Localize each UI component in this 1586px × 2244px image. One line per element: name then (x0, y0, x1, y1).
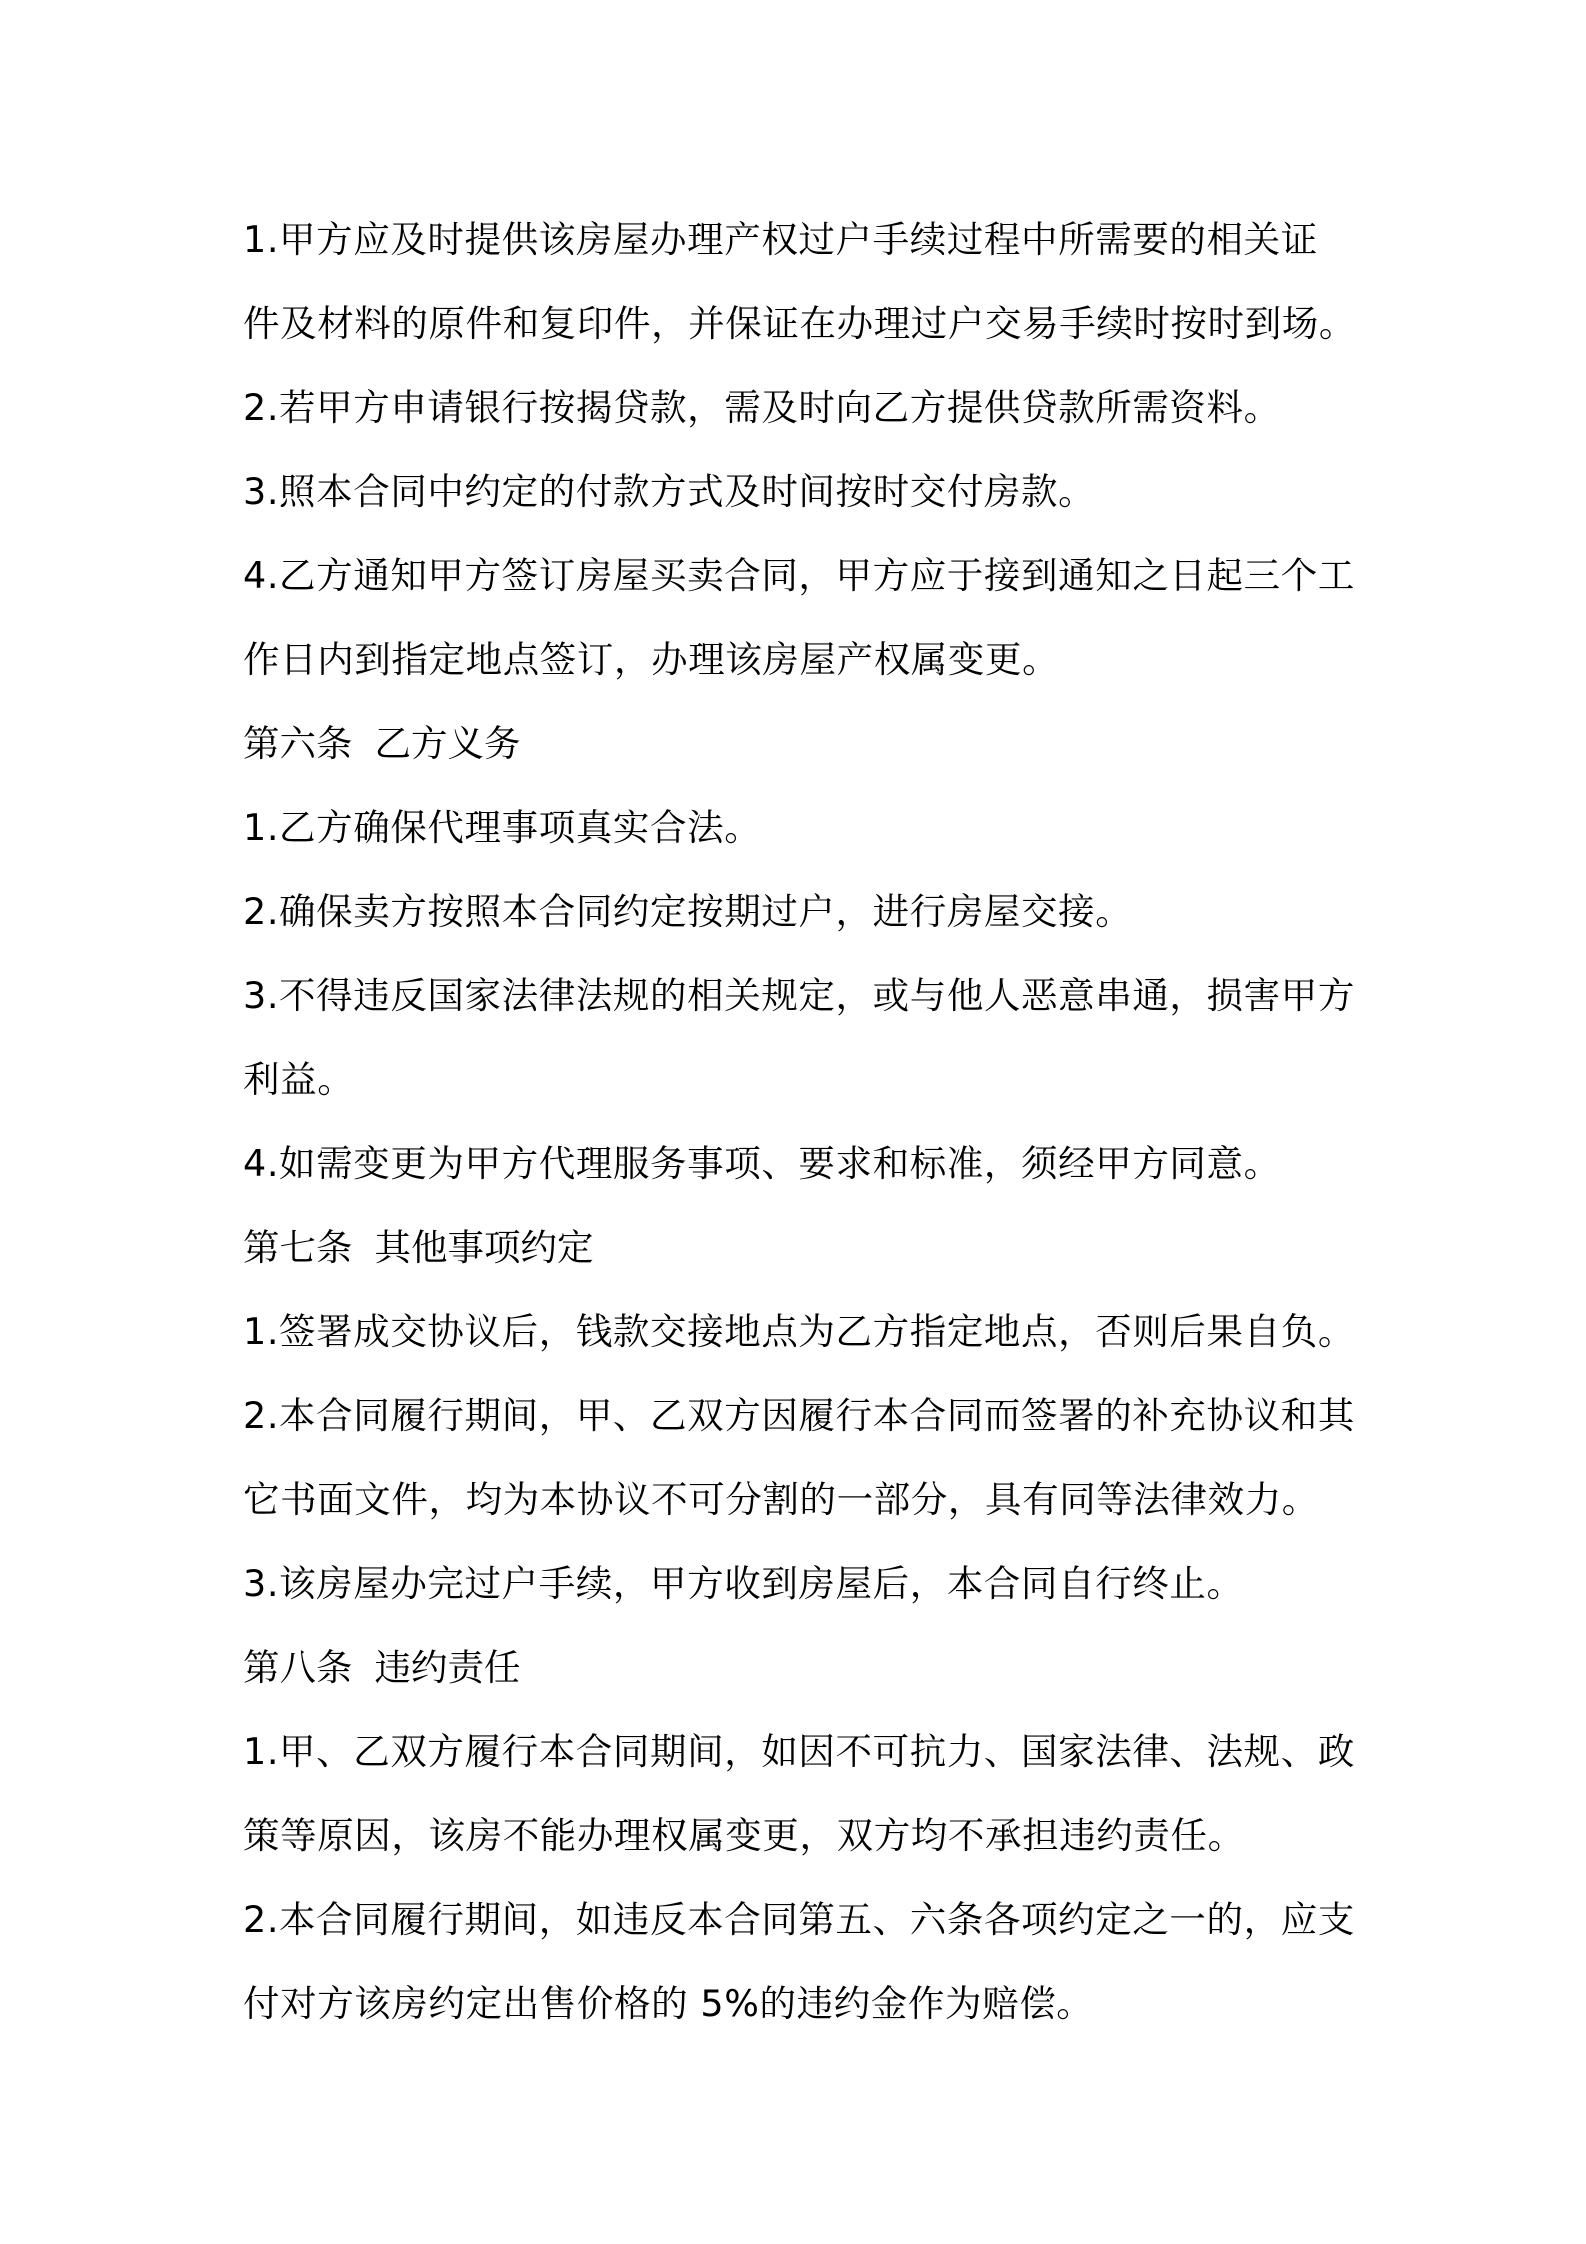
text-line: 2.本合同履行期间，如违反本合同第五、六条各项约定之一的，应支 (243, 1898, 1355, 1941)
text-line: 件及材料的原件和复印件，并保证在办理过户交易手续时按时到场。 (243, 302, 1356, 345)
document-body (243, 198, 1363, 2046)
text-line: 策等原因，该房不能办理权属变更，双方均不承担违约责任。 (243, 1814, 1245, 1857)
text-line: 2.本合同履行期间，甲、乙双方因履行本合同而签署的补充协议和其 (243, 1394, 1355, 1437)
text-line: 3.该房屋办完过户手续，甲方收到房屋后，本合同自行终止。 (243, 1562, 1244, 1605)
text-line: 2.确保卖方按照本合同约定按期过户，进行房屋交接。 (243, 890, 1133, 933)
article-number: 第七条 (243, 1226, 353, 1269)
text-line: 付对方该房约定出售价格的 5%的违约金作为赔偿。 (243, 1982, 1094, 2025)
text-line: 作日内到指定地点签订，办理该房屋产权属变更。 (243, 638, 1060, 681)
text-line: 1.甲、乙双方履行本合同期间，如因不可抗力、国家法律、法规、政 (243, 1730, 1355, 1773)
text-line: 2.若甲方申请银行按揭贷款，需及时向乙方提供贷款所需资料。 (243, 386, 1281, 429)
text-line: 利益。 (243, 1058, 355, 1101)
article-6-heading (243, 702, 1363, 786)
text-line: 它书面文件，均为本协议不可分割的一部分，具有同等法律效力。 (243, 1478, 1319, 1521)
article-title: 其他事项约定 (374, 1226, 594, 1269)
text-line: 4.如需变更为甲方代理服务事项、要求和标准，须经甲方同意。 (243, 1142, 1281, 1185)
article-7-heading (243, 1206, 1363, 1290)
text-line: 3.不得违反国家法律法规的相关规定，或与他人恶意串通，损害甲方 (243, 974, 1355, 1017)
article-number: 第六条 (243, 722, 353, 765)
text-line: 4.乙方通知甲方签订房屋买卖合同，甲方应于接到通知之日起三个工 (243, 554, 1355, 597)
article-title: 违约责任 (374, 1646, 521, 1689)
text-line: 1.签署成交协议后，钱款交接地点为乙方指定地点，否则后果自负。 (243, 1310, 1355, 1353)
text-line: 1.甲方应及时提供该房屋办理产权过户手续过程中所需要的相关证 (243, 218, 1318, 261)
article-number: 第八条 (243, 1646, 353, 1689)
article-8-heading (243, 1626, 1363, 1710)
text-line: 1.乙方确保代理事项真实合法。 (243, 806, 762, 849)
text-line: 3.照本合同中约定的付款方式及时间按时交付房款。 (243, 470, 1096, 513)
article-title: 乙方义务 (374, 722, 521, 765)
